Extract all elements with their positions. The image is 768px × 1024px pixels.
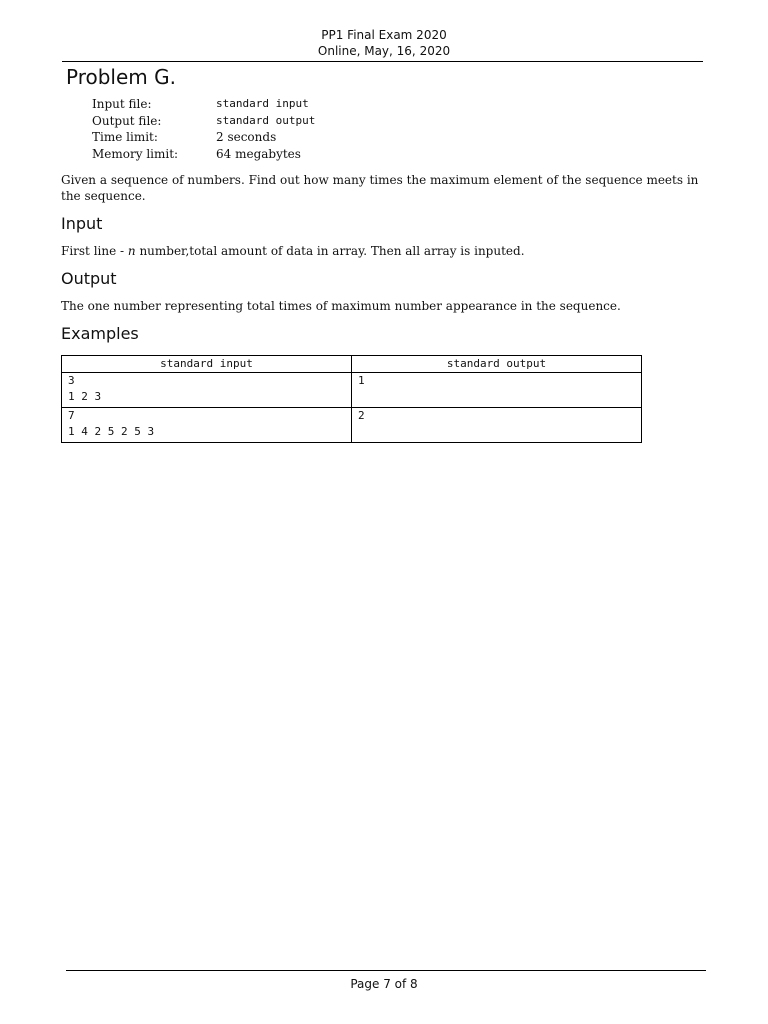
limit-label: Memory limit: — [92, 146, 179, 161]
limits-table — [92, 96, 315, 162]
input-variable: n — [127, 244, 136, 258]
examples-heading: Examples — [61, 324, 139, 343]
column-header-output: standard output — [352, 356, 642, 373]
limit-value: standard input — [216, 97, 309, 110]
output-heading: Output — [61, 269, 117, 288]
column-header-input: standard input — [62, 356, 352, 373]
limit-row-time-limit — [92, 129, 315, 146]
exam-date: Online, May, 16, 2020 — [317, 44, 451, 58]
input-heading: Input — [61, 214, 103, 233]
table-row — [62, 408, 642, 443]
limit-label: Output file: — [92, 113, 162, 128]
output-description: The one number representing total times of maximum number appearance in the sequence. — [61, 299, 621, 313]
example-input-line: 1 2 3 — [68, 390, 102, 403]
page-header — [0, 27, 768, 59]
footer-divider — [66, 970, 706, 971]
exam-title: PP1 Final Exam 2020 — [321, 28, 447, 42]
limit-value: standard output — [216, 113, 316, 127]
page-number: Page 7 of 8 — [350, 977, 418, 991]
example-input-cell — [62, 408, 352, 443]
limit-row-input-file — [92, 96, 315, 113]
input-text-before: First line - — [61, 244, 128, 258]
example-output-cell — [352, 408, 642, 443]
example-input-line: 7 — [68, 409, 75, 422]
example-output-line: 2 — [358, 409, 365, 422]
examples-header-row — [62, 356, 642, 373]
limit-value: 2 seconds — [216, 130, 277, 144]
examples-table — [61, 355, 642, 443]
input-text-after: number,total amount of data in array. Then all array is inputed. — [135, 244, 525, 258]
limit-label: Time limit: — [92, 130, 158, 144]
problem-statement: Given a sequence of numbers. Find out how many times the maximum element of the sequence meets in the sequence. — [61, 173, 699, 203]
example-input-line: 3 — [68, 374, 75, 387]
problem-title: Problem G. — [66, 65, 176, 89]
table-row — [62, 373, 642, 408]
limit-row-memory-limit — [92, 146, 315, 163]
header-divider — [62, 61, 703, 62]
limit-label: Input file: — [92, 97, 152, 111]
example-output-cell — [352, 373, 642, 408]
input-description — [61, 243, 706, 259]
example-output-line: 1 — [358, 374, 365, 387]
example-input-line: 1 4 2 5 2 5 3 — [68, 425, 155, 438]
example-input-cell — [62, 373, 352, 408]
limit-value: 64 megabytes — [216, 146, 301, 161]
limit-row-output-file — [92, 113, 315, 130]
